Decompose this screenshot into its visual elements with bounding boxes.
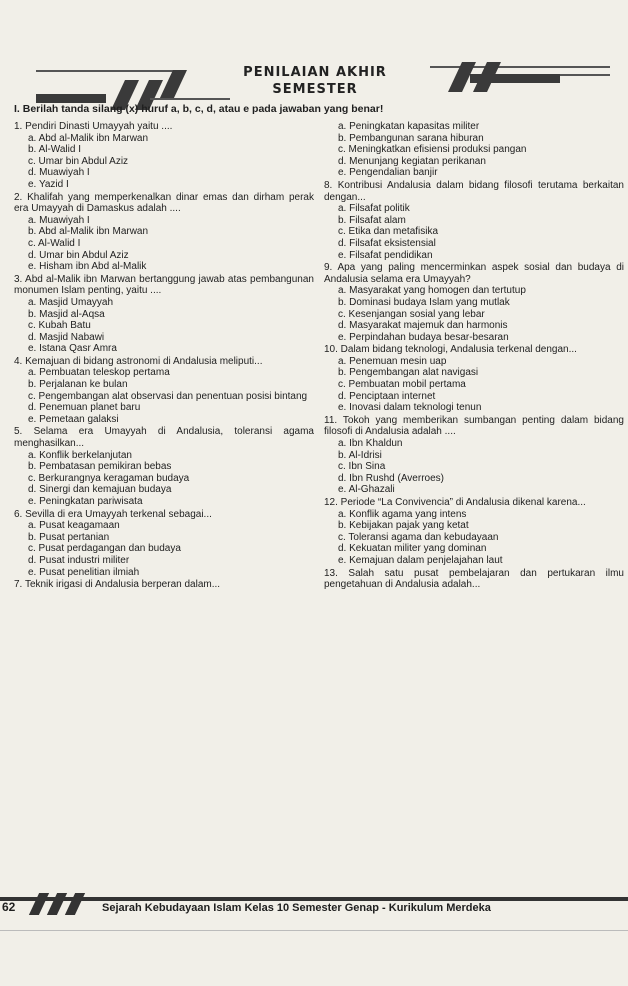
header-rule-right-bottom: [560, 74, 610, 76]
option-a[interactable]: a. Pembuatan teleskop pertama: [28, 367, 170, 379]
question-7-options: [324, 121, 624, 179]
footer-rule: [0, 897, 628, 901]
option-a[interactable]: a. Ibn Khaldun: [338, 438, 403, 450]
option-e[interactable]: e. Al-Ghazali: [338, 484, 395, 496]
option-a[interactable]: a. Masjid Umayyah: [28, 296, 114, 308]
option-e[interactable]: e. Peningkatan pariwisata: [28, 496, 143, 507]
option-e[interactable]: e. Hisham ibn Abd al-Malik: [28, 261, 147, 273]
option-d[interactable]: d. Umar bin Abdul Aziz: [28, 249, 129, 261]
page-title-line1: PENILAIAN AKHIR: [243, 65, 387, 80]
option-b[interactable]: b. Pembatasan pemikiran bebas: [28, 461, 172, 473]
option-d[interactable]: d. Sinergi dan kemajuan budaya: [28, 484, 172, 496]
option-a[interactable]: a. Filsafat politik: [338, 203, 410, 215]
option-e[interactable]: e. Filsafat pendidikan: [338, 249, 433, 261]
question-text: 2. Khalifah yang memperkenalkan dinar emas dan dirham perak era Umayyah di Damaskus adalah ....: [14, 191, 314, 215]
option-d[interactable]: d. Filsafat eksistensial: [338, 237, 436, 249]
option-c[interactable]: c. Kubah Batu: [28, 320, 91, 332]
question-13: [324, 568, 624, 591]
option-c[interactable]: c. Pembuatan mobil pertama: [338, 379, 466, 391]
option-e[interactable]: e. Kemajuan dalam penjelajahan laut: [338, 554, 503, 566]
question-text: 8. Kontribusi Andalusia dalam bidang filosofi terutama berkaitan dengan...: [324, 179, 624, 203]
question-12: [324, 497, 624, 567]
option-d[interactable]: d. Kekuatan militer yang dominan: [338, 543, 487, 555]
page-title-line2: SEMESTER: [272, 82, 358, 97]
question-text: 3. Abd al-Malik ibn Marwan bertanggung jawab atas pembangunan monumen Islam penting, yaitu ....: [14, 273, 314, 297]
option-e[interactable]: e. Pemetaan galaksi: [28, 413, 119, 425]
option-c[interactable]: c. Berkurangnya keragaman budaya: [28, 472, 190, 484]
page-footer: [0, 885, 628, 931]
page-title: [200, 64, 430, 98]
option-c[interactable]: c. Pengembangan alat observasi dan penentuan posisi bintang: [28, 390, 308, 402]
option-b[interactable]: b. Filsafat alam: [338, 214, 406, 226]
option-a[interactable]: a. Abd al-Malik ibn Marwan: [28, 132, 149, 144]
option-a[interactable]: a. Konflik berkelanjutan: [28, 449, 132, 461]
right-column: [324, 121, 624, 591]
option-a[interactable]: a. Konflik agama yang intens: [338, 508, 467, 520]
option-b[interactable]: b. Perjalanan ke bulan: [28, 379, 128, 391]
option-d[interactable]: d. Pusat industri militer: [28, 554, 130, 566]
option-a[interactable]: a. Muawiyah I: [28, 214, 90, 226]
question-6: [14, 509, 314, 579]
option-b[interactable]: b. Pembangunan sarana hiburan: [338, 132, 484, 144]
question-10: [324, 344, 624, 414]
question-3: [14, 274, 314, 355]
option-b[interactable]: b. Pengembangan alat navigasi: [338, 367, 479, 379]
option-e[interactable]: e. Istana Qasr Amra: [28, 343, 117, 355]
option-c[interactable]: c. Pusat perdagangan dan budaya: [28, 543, 181, 555]
option-d[interactable]: d. Menunjang kegiatan perikanan: [338, 155, 486, 167]
question-7: [14, 579, 314, 591]
option-e[interactable]: e. Perpindahan budaya besar-besaran: [338, 331, 509, 343]
question-text: 4. Kemajuan di bidang astronomi di Andalusia meliputi...: [14, 355, 263, 367]
option-a[interactable]: a. Penemuan mesin uap: [338, 355, 447, 367]
question-text: 1. Pendiri Dinasti Umayyah yaitu ....: [14, 121, 173, 132]
question-text: 7. Teknik irigasi di Andalusia berperan dalam...: [14, 579, 221, 591]
question-text: 13. Salah satu pusat pembelajaran dan pertukaran ilmu pengetahuan di Andalusia adalah...: [324, 567, 624, 591]
question-11: [324, 415, 624, 496]
question-5: [14, 426, 314, 507]
option-d[interactable]: d. Masjid Nabawi: [28, 331, 105, 343]
header-rule-right-top: [430, 66, 610, 68]
question-1: [14, 121, 314, 191]
option-a[interactable]: a. Pusat keagamaan: [28, 520, 120, 532]
header-stripe: [159, 70, 187, 100]
question-8: [324, 180, 624, 261]
option-e[interactable]: e. Inovasi dalam teknologi tenun: [338, 402, 482, 414]
option-b[interactable]: b. Abd al-Malik ibn Marwan: [28, 226, 149, 238]
option-c[interactable]: c. Toleransi agama dan kebudayaan: [338, 531, 499, 543]
question-9: [324, 262, 624, 343]
option-e[interactable]: e. Pengendalian banjir: [338, 167, 438, 179]
question-text: 10. Dalam bidang teknologi, Andalusia terkenal dengan...: [324, 344, 577, 356]
page-number: 62: [2, 900, 16, 914]
option-c[interactable]: c. Umar bin Abdul Aziz: [28, 155, 129, 167]
option-b[interactable]: b. Dominasi budaya Islam yang mutlak: [338, 296, 510, 308]
option-c[interactable]: c. Al-Walid I: [28, 237, 81, 249]
option-e[interactable]: e. Pusat penelitian ilmiah: [28, 566, 140, 578]
option-b[interactable]: b. Masjid al-Aqsa: [28, 308, 105, 320]
option-a[interactable]: a. Masyarakat yang homogen dan tertutup: [338, 285, 526, 297]
question-2: [14, 192, 314, 273]
question-text: 9. Apa yang paling mencerminkan aspek sosial dan budaya di Andalusia selama era Umayyah?: [324, 262, 624, 285]
question-text: 6. Sevilla di era Umayyah terkenal sebagai...: [14, 508, 212, 520]
question-text: 11. Tokoh yang memberikan sumbangan penting dalam bidang filosofi di Andalusia adalah ....: [324, 414, 624, 438]
header-rule-left-bottom: [150, 98, 230, 100]
option-b[interactable]: b. Al-Walid I: [28, 144, 81, 156]
question-text: 12. Periode “La Convivencia” di Andalusia dikenal karena...: [324, 497, 586, 508]
option-b[interactable]: b. Al-Idrisi: [338, 449, 382, 461]
option-c[interactable]: c. Ibn Sina: [338, 461, 386, 473]
option-c[interactable]: c. Kesenjangan sosial yang lebar: [338, 308, 485, 320]
option-b[interactable]: b. Pusat pertanian: [28, 531, 110, 543]
option-e[interactable]: e. Yazid I: [28, 178, 69, 190]
header-rule-left-top: [36, 70, 186, 72]
option-d[interactable]: d. Penemuan planet baru: [28, 402, 141, 414]
question-4: [14, 356, 314, 426]
section-instruction: I. Berilah tanda silang (x) huruf a, b, c, d, atau e pada jawaban yang benar!: [14, 103, 384, 115]
page-bottom-edge: [0, 930, 628, 931]
option-c[interactable]: c. Meningkatkan efisiensi produksi pangan: [338, 144, 527, 156]
option-d[interactable]: d. Masyarakat majemuk dan harmonis: [338, 320, 508, 332]
option-c[interactable]: c. Etika dan metafisika: [338, 226, 439, 238]
question-text: 5. Selama era Umayyah di Andalusia, toleransi agama menghasilkan...: [14, 426, 314, 450]
option-d[interactable]: d. Penciptaan internet: [338, 390, 436, 402]
option-a[interactable]: a. Peningkatan kapasitas militer: [338, 121, 480, 132]
footer-text: Sejarah Kebudayaan Islam Kelas 10 Semester Genap - Kurikulum Merdeka: [102, 902, 491, 914]
header-rule-left-thick: [36, 94, 106, 103]
left-column: [14, 121, 314, 591]
option-d[interactable]: d. Muawiyah I: [28, 167, 90, 179]
option-b[interactable]: b. Kebijakan pajak yang ketat: [338, 520, 469, 532]
option-d[interactable]: d. Ibn Rushd (Averroes): [338, 472, 444, 484]
